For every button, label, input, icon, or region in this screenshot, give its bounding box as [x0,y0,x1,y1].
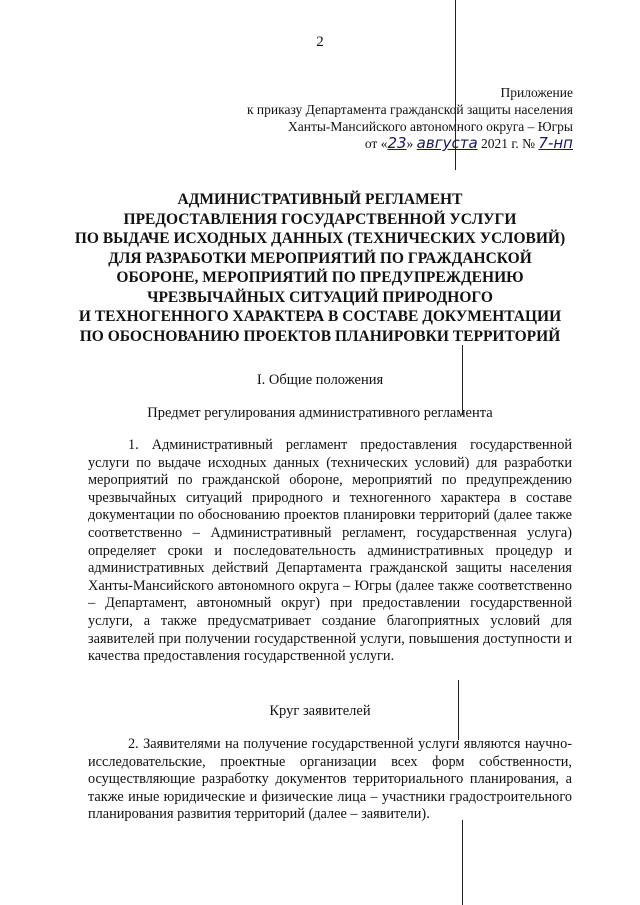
title-line: ПО ОБОСНОВАНИЮ ПРОЕКТОВ ПЛАНИРОВКИ ТЕРРИТОРИЙ [79,327,561,345]
paragraph-1: 1. Административный регламент предоставления государственной услуги по выдаче исходных данных (технических условий) для разработки мероприятий по гражданской обороне, мероприятий по предупреждению чрезвычайных ситуаций природного и техногенного характера в составе документации по обоснованию проектов планировки территорий (далее также соответственно – Административный регламент, государственная услуга) определяет сроки и последовательность административных процедур и административных действий Департамента гражданской защиты населения Ханты-Мансийского автономного округа – Югры (далее также соответственно – Департамент, автономный округ) при предоставлении государственной услуги, а также предусматривает создание благоприятных условий для заявителей при получении государственной услуги, повышения доступности и качества предоставления государственной услуги. [88,437,572,665]
title-line: ЧРЕЗВЫЧАЙНЫХ СИТУАЦИЙ ПРИРОДНОГО [147,288,493,306]
title-line: ОБОРОНЕ, МЕРОПРИЯТИЙ ПО ПРЕДУПРЕЖДЕНИЮ [116,269,524,286]
appendix-label: Приложение [500,85,573,100]
appendix-department-line: Ханты-Мансийского автономного округа – Югры [288,119,573,134]
page-number: 2 [316,34,324,50]
subsection-heading-applicants: Круг заявителей [269,703,371,719]
document-title [70,190,570,346]
handwritten-month: августа [416,134,478,152]
title-line: ДЛЯ РАЗРАБОТКИ МЕРОПРИЯТИЙ ПО ГРАЖДАНСКОЙ [108,249,532,267]
appendix-order-line: к приказу Департамента гражданской защиты населения [246,102,573,117]
scan-artifact-line [462,820,463,905]
date-prefix: от « [364,136,388,151]
title-line: АДМИНИСТРАТИВНЫЙ РЕГЛАМЕНТ [177,191,463,208]
paragraph-2: 2. Заявителями на получение государственной услуги являются научно-исследовательские, проектные организации всех форм собственности, осуществляющие разработку документов территориального планирования, а также иные юридические и физические лица – участники градостроительного планирования развития территорий (далее – заявители). [88,736,572,823]
section-heading-general: I. Общие положения [256,372,384,388]
subsection-heading-subject: Предмет регулирования административного регламента [147,405,493,421]
title-line: ПРЕДОСТАВЛЕНИЯ ГОСУДАРСТВЕННОЙ УСЛУГИ [123,210,517,228]
title-line: И ТЕХНОГЕННОГО ХАРАКТЕРА В СОСТАВЕ ДОКУМЕНТАЦИИ [78,308,562,325]
title-line: ПО ВЫДАЧЕ ИСХОДНЫХ ДАННЫХ (ТЕХНИЧЕСКИХ УСЛОВИЙ) [74,230,566,247]
date-year: 2021 г. № [477,136,539,151]
handwritten-order-number: 7-нп [538,134,573,152]
date-mid: » [406,136,417,151]
handwritten-day: 23 [387,134,407,152]
appendix-date-line [247,135,573,152]
appendix-block [247,84,573,152]
